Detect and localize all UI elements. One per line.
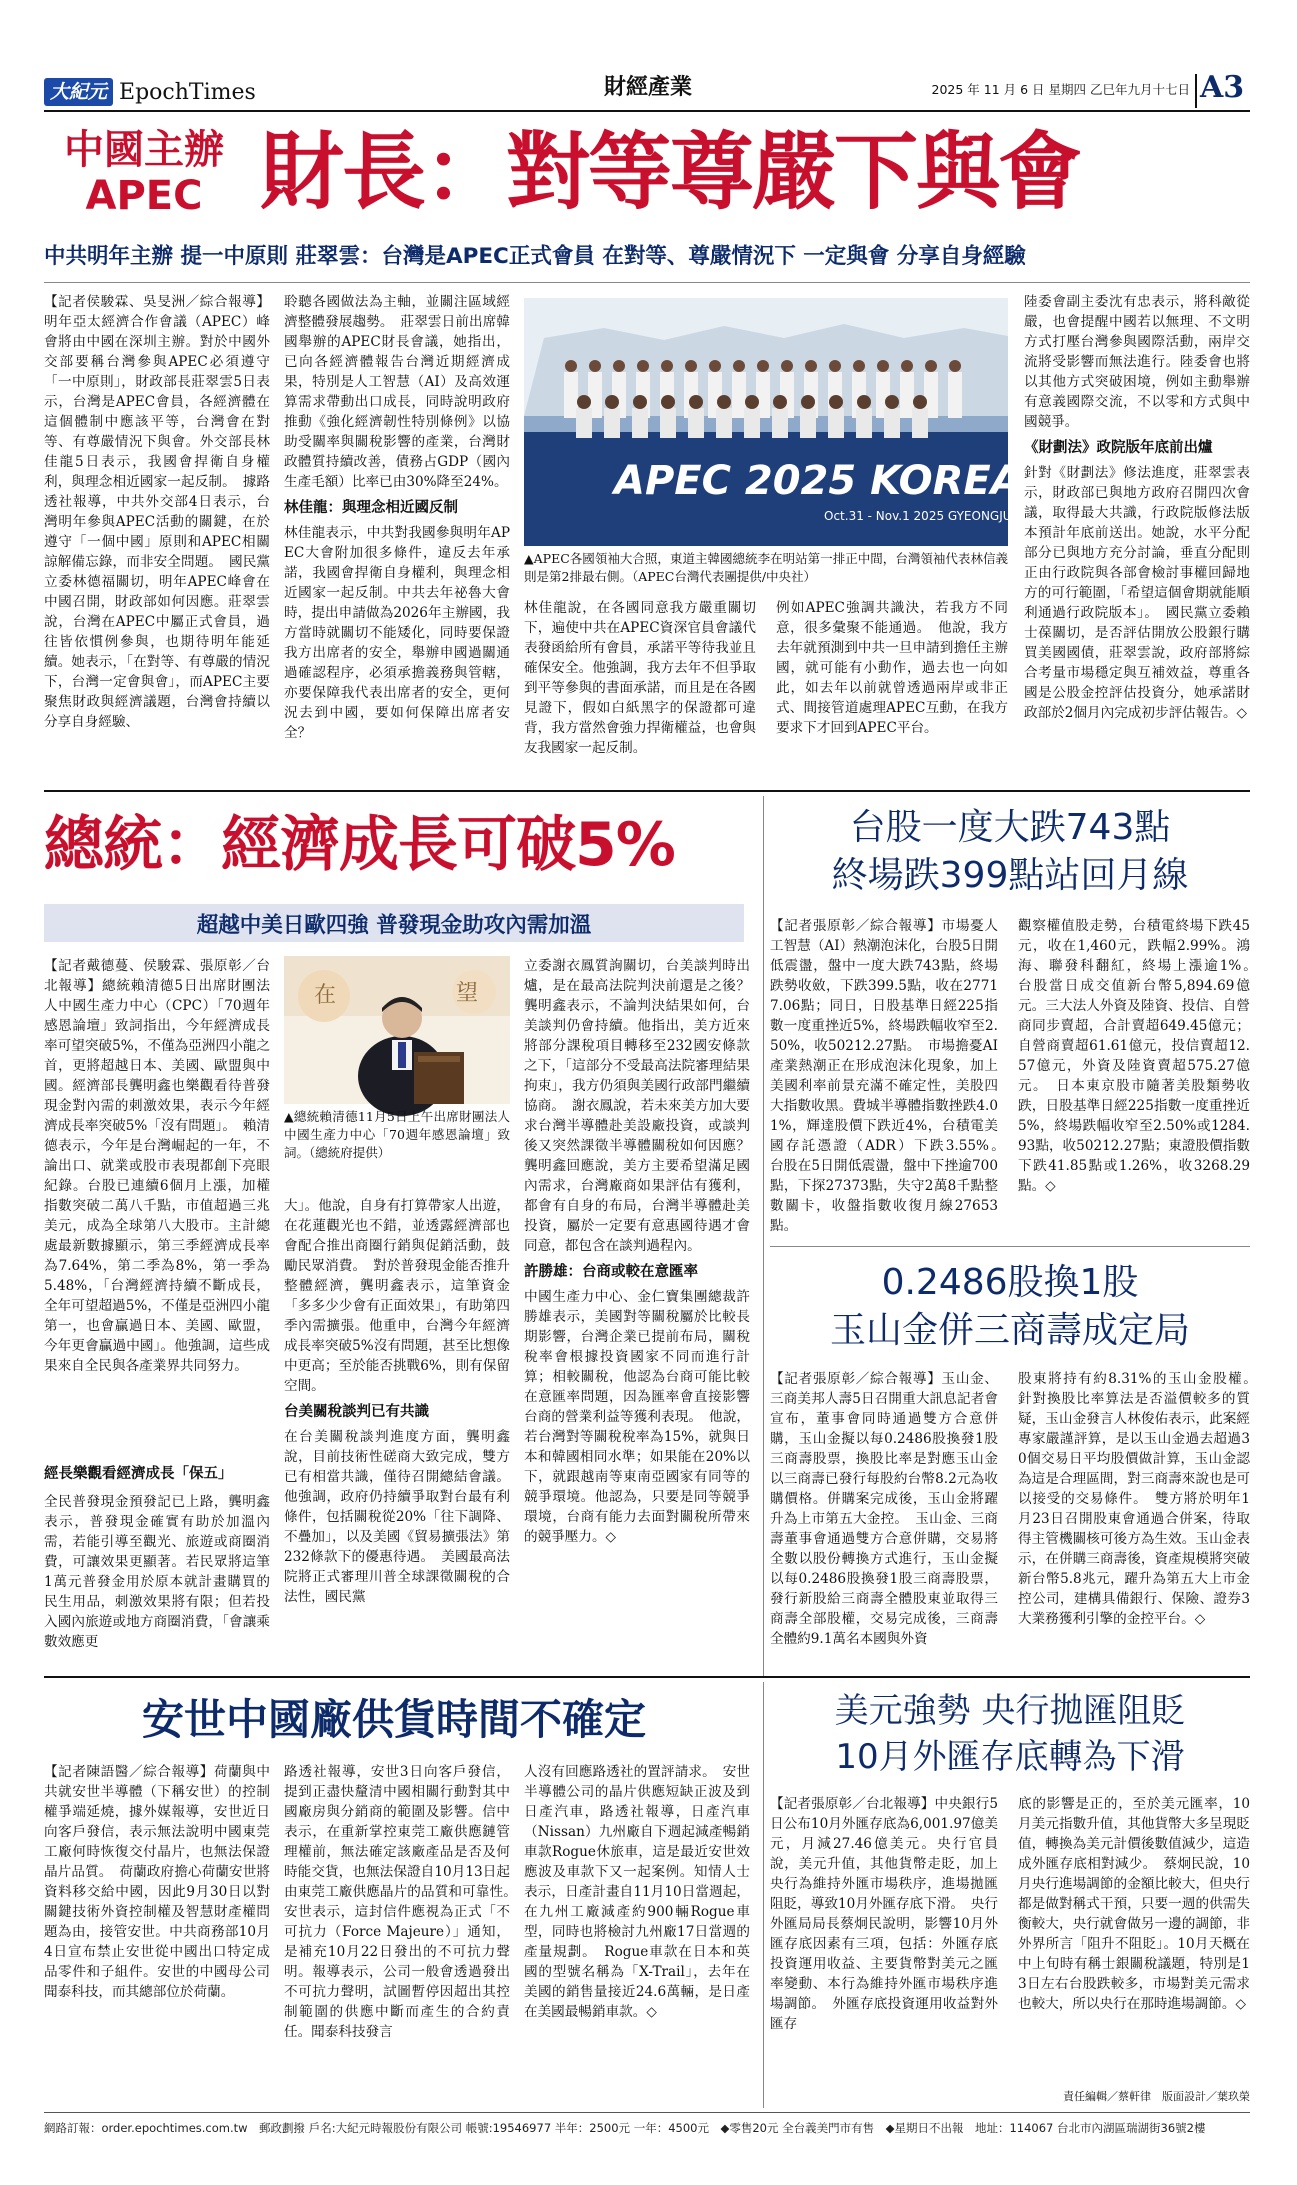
president-sub-2: 台美關稅談判已有共識 (284, 1404, 429, 1420)
vertical-divider-bottom (763, 1682, 764, 2108)
apec-col-3: 林佳龍說，在各國同意我方嚴重關切下，遍使中共在APEC資深官員會議代表發函給所有會員，承諾平等待我並且確保安全。他強調，我方去年不但爭取到平等參與的書面承諾，而且是在各國見證下，假如白紙黑字的保證都可違背，我方當然會強力捍衛權益，也會與友我國家一起反制。 (524, 600, 756, 756)
esun-headline-line-1: 0.2486股換1股 (881, 1262, 1139, 1303)
page-number: A3 (1200, 70, 1245, 105)
apec-group-photo (524, 298, 1022, 546)
nexperia-headline: 安世中國廠供貨時間不確定 (141, 1695, 646, 1744)
president-col-1: 【記者戴德蔓、侯駿霖、張原彰／台北報導】總統賴清德5日出席財團法人中國生產力中心（CPC）「70週年感恩論壇」致詞指出，今年經濟成長率可望突破5%，不僅為亞洲四小龍之首，更將超越日本、美國、歐盟與中國。經濟部長龔明鑫也樂觀看待普發現金對內需的刺激效果，表示今年經濟成長率突破5%「沒有問題」。 賴清德表示，今年是台灣崛起的一年，不論出口、就業或股市表現都創下亮眼紀錄。台股已連續6個月上漲，加權指數突破二萬八千點，市值超過三兆美元，成為全球第八大股市。主計總處最新數據顯示，第三季經濟成長率為7.64%，第二季為8%，第一季為5.48%，「台灣經濟持續不斷成長，全年可望超過5%，不僅是亞洲四小龍第一，也會贏過日本、美國、歐盟，今年更會贏過中國」。他強調，這些成果來自全民與各產業界共同努力。 (44, 958, 270, 1374)
taiex-headline-line-1: 台股一度大跌743點 (849, 807, 1171, 848)
president-photo-illustration (284, 956, 510, 1104)
esun-col-2: 股東將持有約8.31%的玉山金股權。 針對換股比率算法是否溢價較多的質疑，玉山金發言人林俊佑表示，此案經專家嚴謹評算，是以玉山金過去超過30個交易日平均股價做計算，玉山金認為這是合理區間，對三商壽來說也是可以接受的交易條件。 雙方將於明年1月23日召開股東會通過合併案，待取得主管機關核可後方為生效。玉山金表示，在併購三商壽後，資產規模將突破新台幣5.8兆元，躍升為第五大上市金控公司，建構具備銀行、保險、證券3大業務獲利引擎的金控平台。◇ (1018, 1371, 1264, 1627)
president-col-2 (284, 1196, 510, 1664)
president-col-3 (524, 956, 750, 1664)
president-photo (284, 956, 510, 1104)
apec-col-2 (284, 292, 510, 782)
apec-col-1: 【記者侯駿霖、吳旻洲／綜合報導】明年亞太經濟合作會議（APEC）峰會將由中國在深圳主辦。對於中國外交部要稱台灣參與APEC必須遵守「一中原則」，財政部長莊翠雲5日表示，台灣是APEC會員，各經濟體在這個體制中應該平等，台灣會在對等、有尊嚴情況下與會。外交部長林佳龍5日表示，我國會捍衛自身權利，與理念相近國家一起反制。 據路透社報導，中共外交部4日表示，台灣明年參與APEC活動的關鍵，在於遵守「一個中國」原則和APEC相關諒解備忘錄，而非安全問題。 國民黨立委林德福關切，明年APEC峰會在中國召開，財政部如何因應。莊翠雲說，台灣在APEC中屬正式會員，過往皆依慣例參與，也期待明年能延續。她表示，「在對等、有尊嚴的情況下，台灣一定會與會」，而APEC主要聚焦財政與經濟議題，台灣會持續以分享自身經驗、 (44, 294, 270, 730)
vertical-divider-middle (763, 796, 764, 1676)
footer-rule (44, 2112, 1250, 2113)
president-article (0, 792, 760, 1672)
president-sub-3: 許勝雄：台商或較在意匯率 (524, 1264, 698, 1280)
apec-col-2-a: 聆聽各國做法為主軸，並關注區域經濟整體發展趨勢。 莊翠雲日前出席韓國舉辦的APEC財長會議，她指出，已向各經濟體報告台灣近期經濟成果，特別是人工智慧（AI）及高效運算需求帶動出口成長，同時說明政府推動《強化經濟韌性特別條例》以協助受關率與關稅影響的產業，台灣財政體質持續改善，債務占GDP（國內生產毛額）比率已由30%降至24%。 (284, 294, 510, 490)
apec-col-5-b: 針對《財劃法》修法進度，莊翠雲表示，財政部已與地方政府召開四次會議，取得最大共識，行政院版修法版本預計年底前送出。她說，水平分配部分已與地方充分討論，垂直分配則正由行政院與各部會檢討事權回歸地方的可行範圍，「希望這個會期就能順利通過行政院版本」。 國民黨立委賴士葆關切，是否評估開放公股銀行購買美國國債，莊翠雲說，政府部將綜合考量市場穩定與互補效益，尊重各國是公股金控評估投資分，她承諾財政部於2個月內完成初步評估報告。◇ (1024, 465, 1250, 721)
kicker-line-1: 中國主辦 (64, 127, 224, 173)
taiex-headline-line-2: 終場跌399點站回月線 (831, 855, 1189, 896)
president-col-1-b: 全民普發現金預發記已上路，龔明鑫表示，普發現金確實有助於加溫內需，若能引導至觀光、旅遊或商圈消費，可讓效果更顯著。若民眾將這筆1萬元普發金用於原本就計畫購買的民生用品，刺激效果將有限；但若投入國內旅遊或地方商圈消費，「會讓乘數效應更 (44, 1494, 270, 1650)
esun-col-1: 【記者張原彰／綜合報導】玉山金、三商美邦人壽5日召開重大訊息記者會宣布，董事會同時通過雙方合意併購，玉山金擬以每0.2486股換發1股三商壽股票，換股比率是對應玉山金以三商壽已發行每股約台幣8.2元為收購價格。併購案完成後，玉山金將躍升為上市第五大金控。 玉山金、三商壽董事會通過雙方合意併購，交易將全數以股份轉換方式進行，玉山金擬以每0.2486股換發1股三商壽股票，發行新股給三商壽全體股東並取得三商壽全部股權，交易完成後，三商壽全體約9.1萬名本國與外資 (770, 1371, 998, 1647)
taiex-col-2: 觀察權值股走勢，台積電終場下跌45元，收在1,460元，跌幅2.99%。鴻海、聯發科翻紅，終場上漲逾1%。 台股當日成交值新台幣5,894.69億元。三大法人外資及陸資、投信、自營商同步賣超，合計賣超649.45億元；自營商賣超61.61億元，投信賣超12.57億元，外資及陸資賣超575.27億元。 日本東京股市隨著美股類勢收跌，日股基準日經225指數一度重挫近5%，終場跌幅收窄至2.50%或1284.93點，收50212.27點；東證股價指數下跌41.85點或1.26%，收3268.29點。◇ (1018, 918, 1264, 1194)
section-name: 財經產業 (603, 74, 692, 100)
taiex-article (770, 792, 1264, 1246)
esun-headline (770, 1259, 1250, 1355)
apec-col-2-b: 林佳龍表示，中共對我國參與明年APEC大會附加很多條件，違反去年承諾，我國會捍衛自身權利，與理念相近國家一起反制。中共去年祕魯大會時，提出申請做為2026年主辦國，我方當時就關切不能矮化，同時要保證我方出席者的安全，舉辦申國過關通過確認程序，必須承擔義務與管轄，亦要保障我代表出席者的安全，更何況去到中國，要如何保障出席者安全？ (284, 525, 510, 741)
forex-col-2: 底的影響是正的，至於美元匯率，10月美元指數升值，其他貨幣大多呈現貶值，轉換為美元計價後數值減少，這造成外匯存底相對減少。 蔡炯民說，10月央行進場調節的金額比較大，但央行都是做對稱式干預，只要一週的供需失衡較大，央行就會做另一邊的調節，非外界所言「阻升不阻貶」。10月天概在中上旬時有稱士銀關稅議題，特別是13日左右台股跌較多，市場對美元需求也較大，所以央行在那時進場調節。◇ (1018, 1796, 1250, 2012)
president-photo-caption: ▲總統賴清德11月5日上午出席財團法人中國生產力中心「70週年感恩論壇」致詞。（總統府提供） (284, 1109, 510, 1160)
apec-sub-2: 《財劃法》政院版年底前出爐 (1024, 440, 1213, 456)
forex-col-1: 【記者張原彰／台北報導】中央銀行5日公布10月外匯存底為6,001.97億美元，月減27.46億美元。央行官員說，美元升值，其他貨幣走貶，加上央行為維持外匯市場秩序，進場拋匯阻貶，導致10月外匯存底下滑。 央行外匯局局長蔡炯民說明，影響10月外匯存底因素有三項，包括：外匯存底投資運用收益、主要貨幣對美元之匯率變動、本行為維持外匯市場秩序進場調節。 外匯存底投資運用收益對外匯存 (770, 1796, 998, 2032)
nexperia-col-1: 【記者陳語醫／綜合報導】荷蘭與中共就安世半導體（下稱安世）的控制權爭端延燒，據外媒報導，安世近日向客戶發信，表示無法說明中國東莞工廠何時恢復交付晶片，也無法保證晶片品質。 荷蘭政府擔心荷蘭安世將資料移交給中國，因此9月30日以對關鍵技術外資控制權及智慧財產權問題為由，接管安世。中共商務部10月4日宣布禁止安世從中國出口特定成品零件和子組件。安世的中國母公司聞泰科技，而其總部位於荷蘭。 (44, 1764, 270, 2000)
kicker-line-2: APEC (85, 173, 203, 219)
taiex-headline (770, 804, 1250, 900)
nexperia-col-2: 路透社報導，安世3日向客戶發信，提到正盡快釐清中國相關行動對其中國廠房與分銷商的範圍及影響。信中表示，在重新掌控東莞工廠供應鏈管理權前，無法確定該廠產品是否及何時能交貨，也無法保證自10月13日起由東莞工廠供應晶片的品質和可靠性。 安世表示，這封信件應視為正式「不可抗力（Force Majeure）」通知，是補充10月22日發出的不可抗力聲明。報導表示，公司一般會透過發出不可抗力聲明，試圖暫停因超出其控制範圍的供應中斷而產生的合約責任。聞泰科技發言 (284, 1764, 524, 2040)
apec-subhead: 中共明年主辦 提一中原則 莊翠雲：台灣是APEC正式會員 在對等、尊嚴情況下 一定與會 分享自身經驗 (44, 244, 1026, 269)
president-headline: 總統：經濟成長可破5% (44, 810, 675, 880)
forex-headline-line-1: 美元強勢 央行拋匯阻貶 (834, 1691, 1186, 1731)
svg-text:Oct.31 - Nov.1 2025 GYEONGJU: Oct.31 - Nov.1 2025 GYEONGJU (824, 509, 1012, 523)
apec-headline: 財長：對等尊嚴下與會 (260, 123, 1081, 221)
apec-photo-illustration (524, 298, 1022, 546)
apec-subhead-rule (44, 282, 1250, 283)
apec-col-5-a: 陸委會副主委沈有忠表示，將科敵從嚴，也會提醒中國若以無理、不文明方式打壓台灣參與國際活動，兩岸交流將受影響而無法進行。陸委會也將以其他方式突破困境，例如主動舉辦有意義國際交流，不以零和方式與中國競爭。 (1024, 294, 1250, 430)
apec-article (0, 112, 1297, 792)
president-col-3-b: 中國生產力中心、金仁寶集團總裁許勝雄表示，美國對等關稅屬於比較長期影響，台灣企業已提前布局，關稅稅率會根據投資國家不同而進行計算；相較關稅，他認為台商可能比較在意匯率問題，因為匯率會直接影響台商的營業利益等獲利表現。 他說，若台灣對等關稅稅率為15%，就與日本和韓國相同水準；如果能在20%以下，就跟越南等東南亞國家有同等的競爭環境。他認為，只要是同等競爭環境，台商有能力去面對關稅所帶來的競爭壓力。◇ (524, 1289, 750, 1545)
nexperia-article (0, 1678, 760, 2108)
apec-photo-caption: ▲APEC各國領袖大合照，東道主韓國總統李在明站第一排正中間，台灣領袖代表林信義則是第2排最右側。（APEC台灣代表團提供/中央社） (524, 551, 1008, 584)
logo-en: EpochTimes (119, 79, 256, 105)
esun-headline-line-2: 玉山金併三商壽成定局 (829, 1310, 1190, 1351)
esun-article (770, 1247, 1264, 1672)
president-subhead: 超越中美日歐四強 普發現金助攻內需加溫 (196, 912, 592, 938)
page-number-divider (1195, 74, 1197, 108)
forex-article (770, 1678, 1250, 2108)
nexperia-col-3: 人沒有回應路透社的置評請求。 安世半導體公司的晶片供應短缺正波及到日產汽車，路透社報導，日產汽車（Nissan）九州廠自下週起減產暢銷車款Rogue休旅車，這是最近安世效應波及車款下又一起案例。知情人士表示，日產計畫自11月10日當週起，在九州工廠減產約900輛Rogue車型，同時也將檢討九州廠17日當週的產量規劃。 Rogue車款在日本和英國的型號名稱為「X-Trail」，去年在美國的銷售量接近24.6萬輛，是日產在美國最暢銷車款。◇ (524, 1764, 750, 2020)
apec-col-5 (1024, 292, 1250, 782)
svg-text:在: 在 (314, 983, 337, 1008)
taiex-col-1: 【記者張原彰／綜合報導】市場憂人工智慧（AI）熱潮泡沫化，台股5日開低震盪，盤中一度大跌743點，終場跌勢收斂，下跌399.5點，收在27717.06點；同日，日股基準日經225指數一度重挫近5%，終場跌幅收窄至2.50%，收50212.27點。 市場擔憂AI產業熱潮正在形成泡沫化現象，加上美國利率前景充滿不確定性，美股四大指數收黑。費城半導體指數挫跌4.01%，輝達股價下跌近4%，台積電美國存託憑證（ADR）下跌3.55%。 台股在5日開低震盪，盤中下挫逾700點，下探27373點，失守2萬8千點整數關卡，收盤指數收復月線27653點。 (770, 918, 1012, 1234)
forex-headline (770, 1688, 1250, 1780)
president-subhead-band (44, 904, 744, 942)
svg-text:望: 望 (456, 981, 479, 1006)
issue-date: 2025 年 11 月 6 日 星期四 乙巳年九月十七日 (931, 82, 1190, 97)
president-col-2-b: 在台美關稅談判進度方面，龔明鑫說，目前技術性磋商大致完成，雙方已有相當共識，僅待召開總結會議。他強調，政府仍持續爭取對台最有利條件，包括關稅從20%「往下調降、不疊加」，以及美國《貿易擴張法》第232條款下的優惠待遇。 美國最高法院將正式審理川普全球課徵關稅的合法性，國民黨 (284, 1429, 510, 1605)
footer-info: 網路訂報：order.epochtimes.com.tw 郵政劃撥 戶名:大紀元時報股份有限公司 帳號:19546977 半年：2500元 一年：4500元 ◆零售20元 全台義美門市有售 ◆星期日不出報 地址：114067 台北市內湖區瑞湖街36號2樓 (44, 2121, 1206, 2135)
president-col-2-a: 大」。他說，自身有打算帶家人出遊，在花蓮觀光也不錯，並透露經濟部也會配合推出商圈行銷與促銷活動，鼓勵民眾消費。 對於普發現金能否推升整體經濟，龔明鑫表示，這筆資金「多多少少會有正面效果」，有助第四季內需擴張。他重申，台灣今年經濟成長率突破5%沒有問題，甚至比想像中更高；至於能否挑戰6%，則有保留空間。 (284, 1198, 510, 1394)
logo (44, 76, 256, 108)
president-col-3-a: 立委謝衣鳳質詢關切，台美談判時出爐，是在最高法院判決前還是之後？龔明鑫表示，不論判決結果如何，台美談判仍會持續。他指出，美方近來將部分課稅項目轉移至232國安條款之下，「這部分不受最高法院審理結果拘束」，我方仍須與美國行政部門繼續協商。 謝衣鳳說，若未來美方加大要求台灣半導體赴美設廠投資，或談判後又突然課徵半導體關稅如何因應？龔明鑫回應說，美方主要希望滿足國內需求，台灣廠商如果評估有獲利，都會有自身的布局，台灣半導體赴美投資，屬於一定要有意惠國待遇才會同意，都包含在談判過程內。 (524, 958, 750, 1254)
forex-headline-line-2: 10月外匯存底轉為下滑 (835, 1737, 1185, 1777)
masthead (0, 0, 1297, 112)
apec-sub-1: 林佳龍：與理念相近國反制 (284, 500, 458, 516)
svg-text:APEC 2025 KOREA: APEC 2025 KOREA (614, 458, 1022, 504)
president-sub-1: 經長樂觀看經濟成長「保五」 (44, 1466, 233, 1482)
logo-cn: 大紀元 (44, 78, 113, 106)
apec-col-4: 例如APEC強調共識決，若我方不同意，很多彙聚不能通過。 他說，我方去年就預測到中共一旦申請到擔任主辦國，就可能有小動作，過去也一向如此，如去年以前就曾透過兩岸或非正式、間接管道處理APEC互動，在我方要求下才回到APEC平台。 (776, 600, 1008, 736)
apec-kicker (44, 126, 244, 218)
editor-credit: 責任編輯／蔡軒律 版面設計／葉玖榮 (1063, 2090, 1250, 2103)
